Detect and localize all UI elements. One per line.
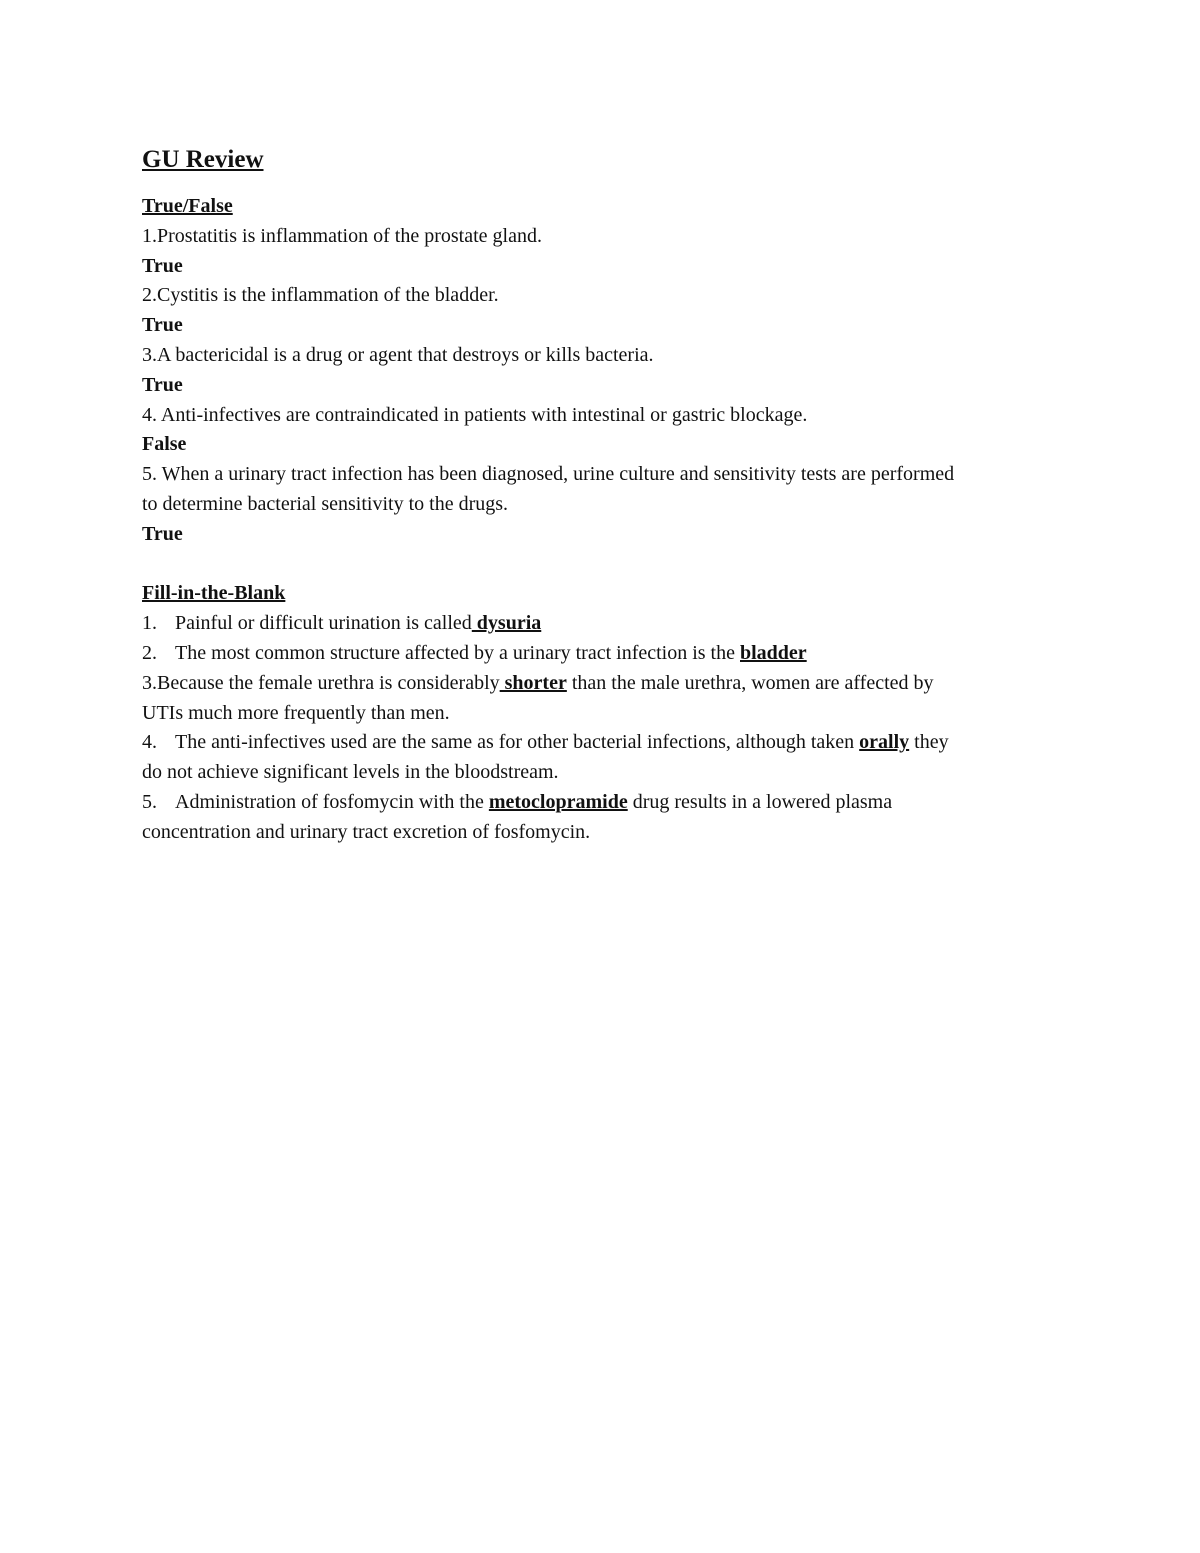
fill-item-5-number: 5.	[142, 790, 157, 813]
fill-item-3-line-1	[142, 669, 1072, 699]
tf-question-4: 4. Anti-infectives are contraindicated in patients with intestinal or gastric blockage.	[142, 403, 808, 426]
fill-item-4-answer: orally	[859, 731, 910, 754]
tf-question-1: 1.Prostatitis is inflammation of the prostate gland.	[142, 224, 542, 247]
fill-item-1-number: 1.	[142, 612, 157, 635]
tf-answer-1: True	[142, 254, 183, 277]
tf-question-2: 2.Cystitis is the inflammation of the bladder.	[142, 284, 499, 307]
tf-answer-2: True	[142, 314, 183, 337]
fill-item-1-answer: dysuria	[471, 612, 542, 635]
document-content	[142, 142, 1072, 848]
fill-item-5-answer: metoclopramide	[488, 790, 628, 813]
fill-item-3-line-2: UTIs much more frequently than men.	[142, 701, 450, 724]
fill-item-4-number: 4.	[142, 731, 157, 754]
fill-item-3-text: 3.Because the female urethra is considerably	[142, 671, 500, 694]
tf-answer-4: False	[142, 433, 187, 456]
fill-item-5-text-after: drug results in a lowered plasma	[627, 790, 893, 813]
fill-item-4-line-1	[142, 728, 1072, 758]
fill-item-3-answer: shorter	[499, 671, 567, 694]
fill-item-2-text: The most common structure affected by a urinary tract infection is the	[175, 641, 740, 664]
fill-item-2-answer: bladder	[740, 641, 807, 664]
fill-item-4-text-after: they	[909, 731, 949, 754]
fill-item-5-line-1	[142, 788, 1072, 818]
fill-item-2-number: 2.	[142, 641, 157, 664]
fill-item-1	[142, 609, 1072, 639]
true-false-heading: True/False	[142, 195, 233, 217]
section-spacer	[142, 550, 1072, 580]
fill-item-5-text: Administration of fosfomycin with the	[175, 790, 489, 813]
fill-item-4-line-2: do not achieve significant levels in the bloodstream.	[142, 761, 559, 784]
document-title: GU Review	[142, 146, 264, 173]
tf-answer-5: True	[142, 522, 183, 545]
fill-item-5-line-2: concentration and urinary tract excretion of fosfomycin.	[142, 820, 591, 843]
fill-item-4-text: The anti-infectives used are the same as for other bacterial infections, although taken	[175, 731, 860, 754]
tf-question-5-line-1: 5. When a urinary tract infection has been diagnosed, urine culture and sensitivity tests are performed	[142, 463, 955, 486]
tf-question-3: 3.A bactericidal is a drug or agent that destroys or kills bacteria.	[142, 343, 654, 366]
fill-blank-heading: Fill-in-the-Blank	[142, 582, 286, 605]
fill-item-3-text-after: than the male urethra, women are affected by	[566, 671, 934, 694]
tf-question-5-line-2: to determine bacterial sensitivity to the drugs.	[142, 492, 509, 515]
tf-answer-3: True	[142, 373, 183, 396]
fill-item-1-text: Painful or difficult urination is called	[175, 612, 472, 635]
fill-item-2	[142, 639, 1072, 669]
